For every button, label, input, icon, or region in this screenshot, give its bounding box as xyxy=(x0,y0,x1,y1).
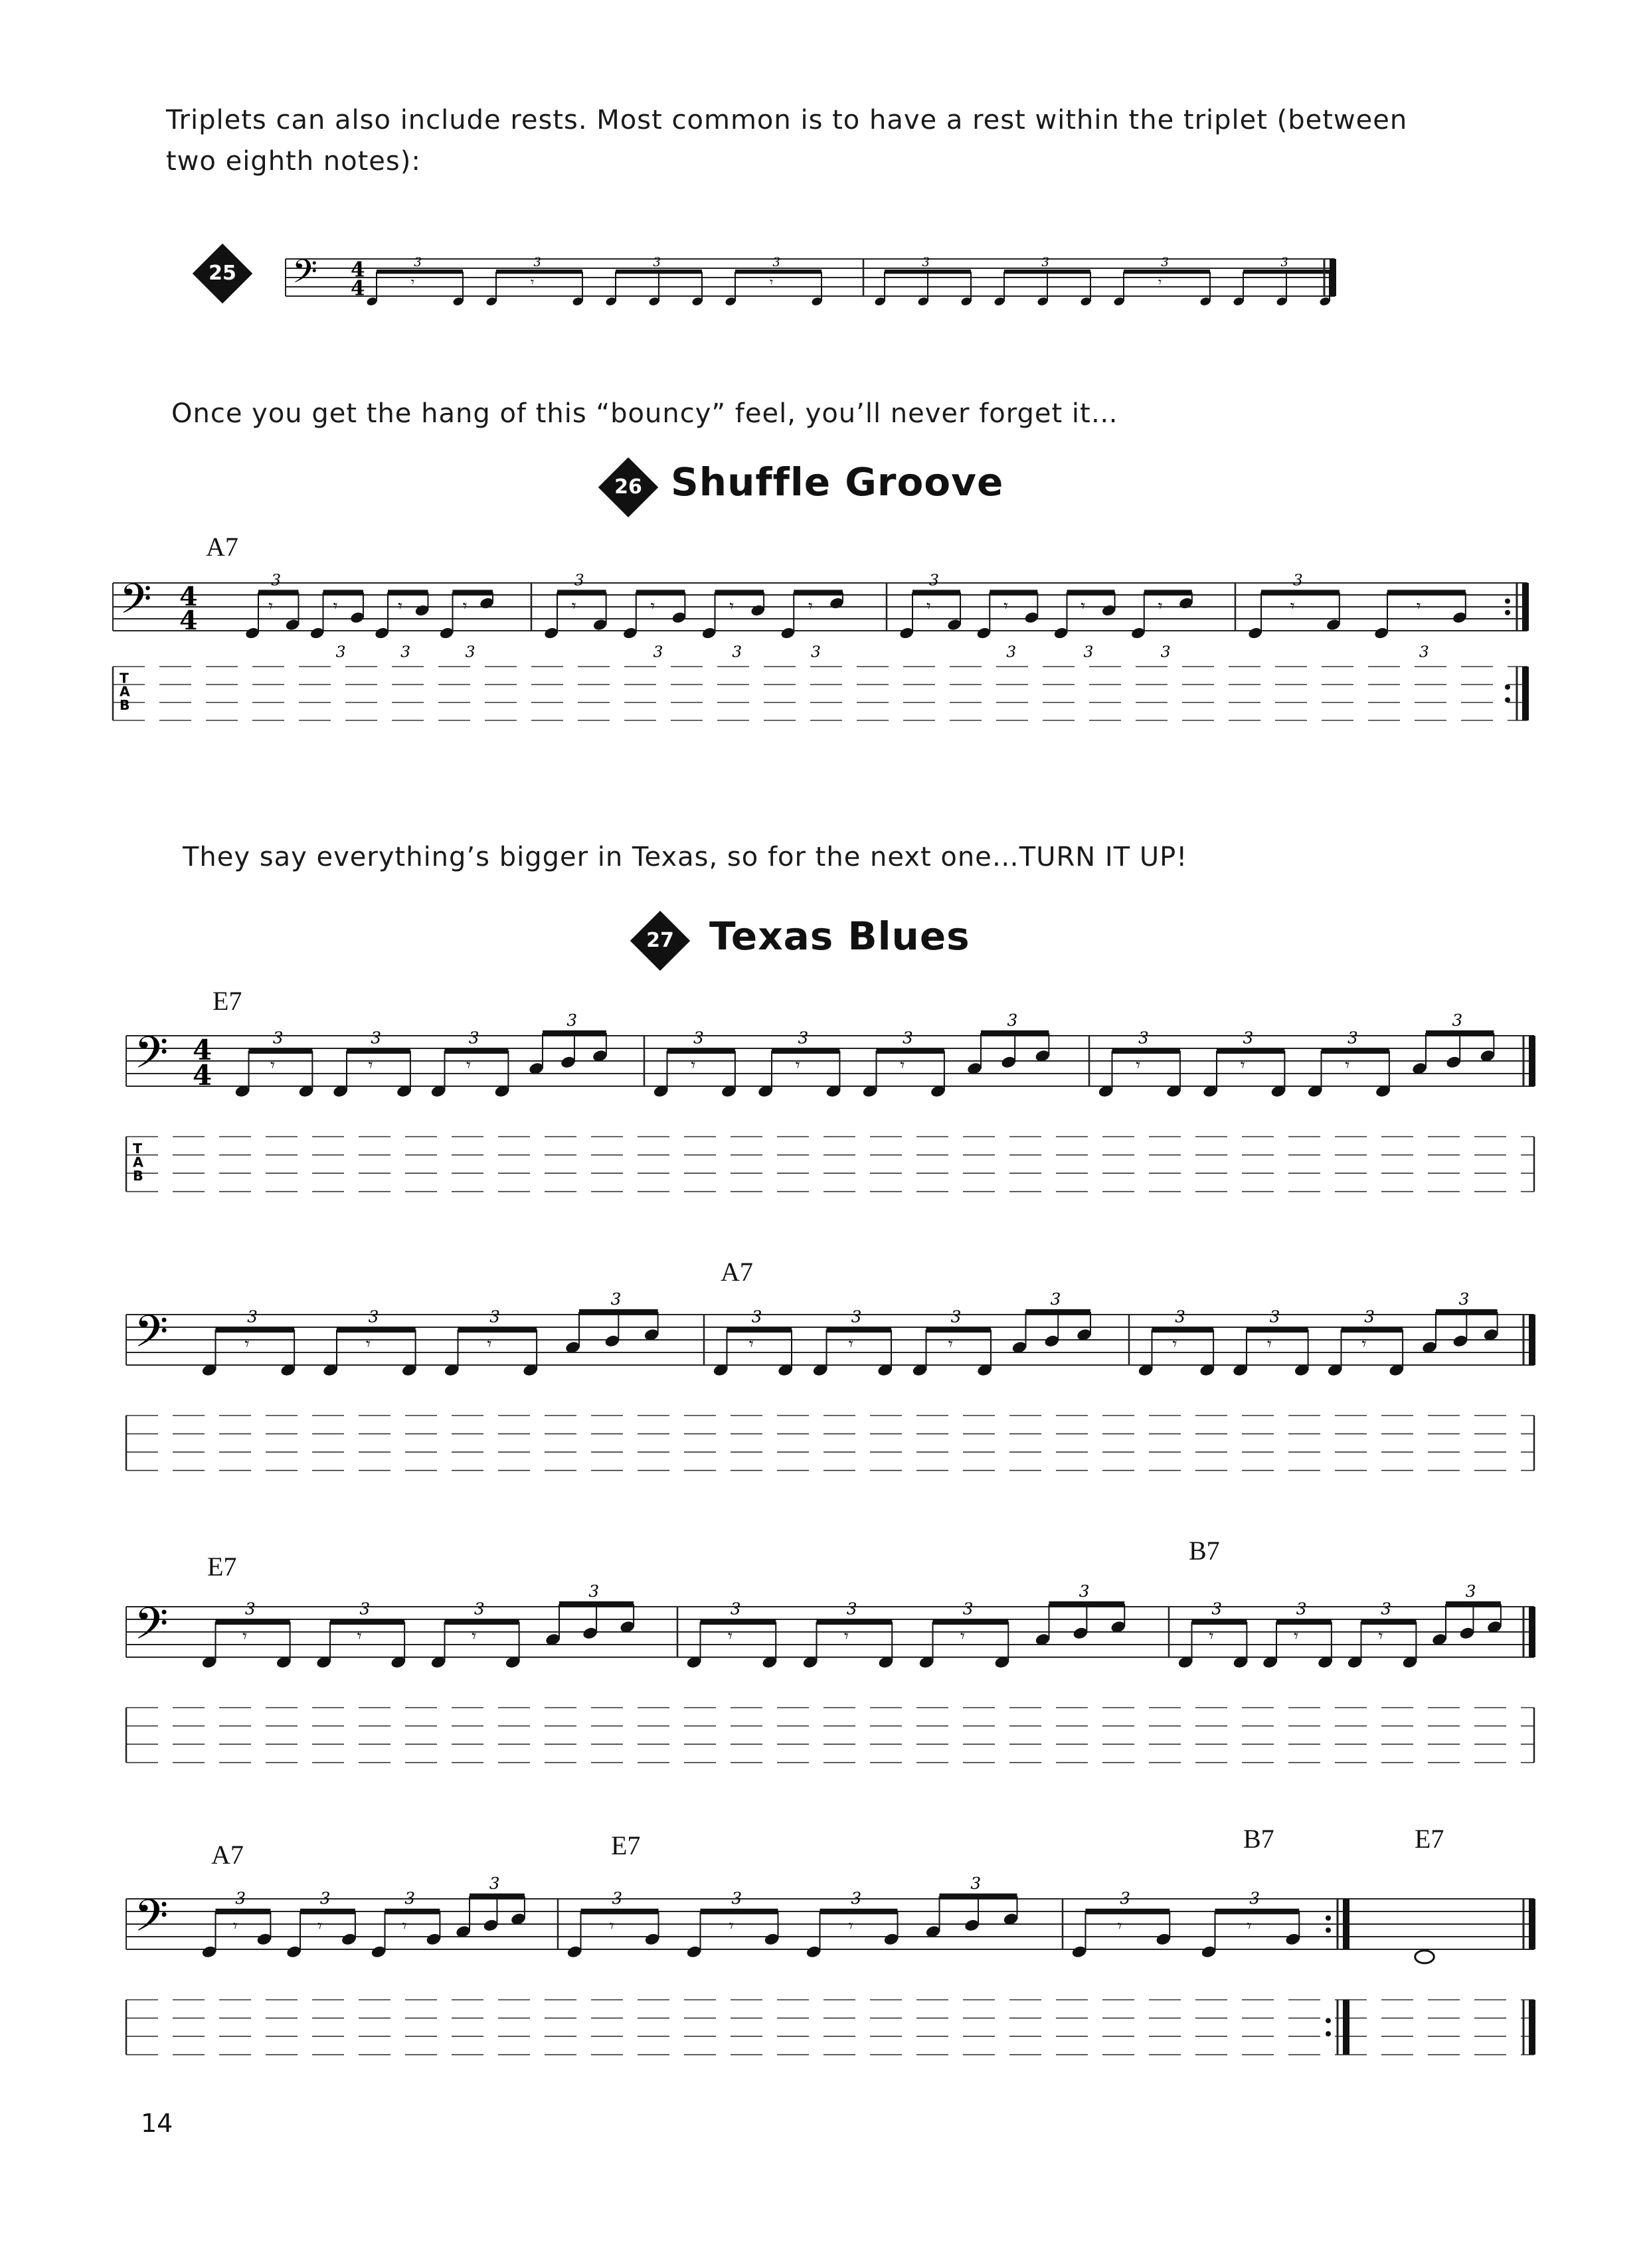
triplet-label: 3 xyxy=(1120,1888,1130,1908)
eighth-rest: 𝄾 xyxy=(650,596,655,616)
final-barline-thick xyxy=(1529,1899,1535,1949)
triplet-label: 3 xyxy=(371,1028,381,1048)
triplet-label: 3 xyxy=(468,1028,479,1048)
triplet-label: 3 xyxy=(731,1888,742,1908)
triplet-label: 3 xyxy=(1296,1599,1307,1619)
eighth-rest: 𝄾 xyxy=(900,1055,905,1076)
eighth-rest: 𝄾 xyxy=(571,596,576,616)
final-barline-thick xyxy=(1529,1036,1535,1086)
triplet-label: 3 xyxy=(319,1888,331,1908)
system-1-chord-e7: E7 xyxy=(213,986,242,1016)
example-27-title: Texas Blues xyxy=(709,914,970,959)
triplet-label: 3 xyxy=(1465,1581,1476,1601)
triplet-label: 3 xyxy=(751,1307,762,1327)
eighth-rest: 𝄾 xyxy=(333,596,338,616)
system-3-chord-b7: B7 xyxy=(1189,1536,1220,1566)
example-26-chord-a7: A7 xyxy=(206,532,238,562)
triplet-label: 3 xyxy=(1292,570,1303,590)
eighth-rest: 𝄾 xyxy=(365,1334,371,1355)
eighth-rest: 𝄾 xyxy=(960,1626,965,1647)
eighth-rest: 𝄾 xyxy=(1172,1334,1177,1355)
tab-clef-letter: B xyxy=(120,696,130,713)
triplet-label: 3 xyxy=(244,1599,256,1619)
eighth-rest: 𝄾 xyxy=(411,274,415,290)
triplet-label: 3 xyxy=(1161,255,1169,270)
eighth-rest: 𝄾 xyxy=(1361,1334,1367,1355)
eighth-rest: 𝄾 xyxy=(609,1915,614,1937)
eighth-rest: 𝄾 xyxy=(244,1334,250,1355)
system-3-chord-e7: E7 xyxy=(207,1552,237,1581)
final-barline-thick xyxy=(1529,1315,1535,1365)
example-26-title: Shuffle Groove xyxy=(671,459,1004,505)
triplet-label: 3 xyxy=(1175,1307,1185,1327)
example-26-number: 26 xyxy=(614,475,642,499)
repeat-dot xyxy=(1326,2031,1331,2036)
eighth-rest: 𝄾 xyxy=(1247,1915,1252,1937)
example-26-notation xyxy=(106,544,1541,783)
example-25-badge xyxy=(193,244,253,304)
eighth-rest: 𝄾 xyxy=(795,1055,800,1076)
repeat-dot xyxy=(1505,685,1510,690)
time-signature-digit: 4 xyxy=(193,1034,213,1067)
system-4-chord-b7: B7 xyxy=(1243,1824,1274,1854)
triplet-label: 3 xyxy=(1280,255,1288,270)
eighth-rest: 𝄾 xyxy=(848,1915,853,1937)
triplet-label: 3 xyxy=(489,1873,500,1893)
triplet-label: 3 xyxy=(400,642,411,661)
triplet-label: 3 xyxy=(851,1888,862,1908)
eighth-rest: 𝄾 xyxy=(729,596,735,616)
triplet-label: 3 xyxy=(1160,642,1171,661)
eighth-rest: 𝄾 xyxy=(1293,1626,1299,1647)
final-barline-thick xyxy=(1529,1607,1535,1657)
tab-clef-letter: A xyxy=(120,683,130,700)
example-27-badge xyxy=(630,911,691,971)
triplet-label: 3 xyxy=(359,1599,371,1619)
repeat-dot xyxy=(1326,1915,1331,1921)
transition-paragraph: Once you get the hang of this “bouncy” feel, you’ll never forget it… xyxy=(171,398,1118,429)
eighth-rest: 𝄾 xyxy=(1266,1334,1272,1355)
triplet-label: 3 xyxy=(730,1599,741,1619)
eighth-rest: 𝄾 xyxy=(242,1626,248,1647)
eighth-rest: 𝄾 xyxy=(317,1915,323,1937)
triplet-label: 3 xyxy=(970,1873,982,1893)
eighth-rest: 𝄾 xyxy=(1345,1055,1350,1076)
triplet-label: 3 xyxy=(732,642,742,661)
repeat-dot xyxy=(1505,598,1510,604)
final-barline-thick xyxy=(1343,2000,1349,2055)
triplet-label: 3 xyxy=(1050,1289,1061,1309)
triplet-label: 3 xyxy=(693,1028,704,1048)
triplet-label: 3 xyxy=(566,1010,577,1030)
eighth-rest: 𝄾 xyxy=(232,1915,238,1937)
bass-clef-icon: 𝄢 xyxy=(120,574,152,633)
triplet-label: 3 xyxy=(962,1599,974,1619)
eighth-rest: 𝄾 xyxy=(729,1915,734,1937)
triplet-label: 3 xyxy=(1041,255,1049,270)
triplet-label: 3 xyxy=(414,255,422,270)
triplet-label: 3 xyxy=(1458,1289,1470,1309)
eighth-rest: 𝄾 xyxy=(848,1334,853,1355)
bass-clef-icon: 𝄢 xyxy=(134,1597,169,1660)
triplet-label: 3 xyxy=(1138,1028,1149,1048)
triplet-label: 3 xyxy=(1249,1888,1260,1908)
time-signature-digit: 4 xyxy=(193,1059,213,1092)
eighth-rest: 𝄾 xyxy=(748,1334,754,1355)
example-27-system-3 xyxy=(106,1567,1554,1819)
eighth-rest: 𝄾 xyxy=(462,596,468,616)
eighth-rest: 𝄾 xyxy=(1378,1626,1383,1647)
triplet-label: 3 xyxy=(851,1307,862,1327)
texas-intro-paragraph: They say everything’s bigger in Texas, so for the next one…TURN IT UP! xyxy=(183,842,1188,872)
eighth-rest: 𝄾 xyxy=(270,1055,276,1076)
time-signature-digit: 4 xyxy=(179,606,198,637)
eighth-rest: 𝄾 xyxy=(691,1055,696,1076)
triplet-label: 3 xyxy=(533,255,541,270)
final-barline-thick xyxy=(1343,1899,1349,1949)
triplet-label: 3 xyxy=(653,642,663,661)
triplet-label: 3 xyxy=(1243,1028,1254,1048)
eighth-rest: 𝄾 xyxy=(1117,1915,1122,1937)
triplet-label: 3 xyxy=(798,1028,809,1048)
triplet-label: 3 xyxy=(1079,1581,1090,1601)
triplet-label: 3 xyxy=(811,642,821,661)
triplet-label: 3 xyxy=(922,255,930,270)
system-4-chord-e7: E7 xyxy=(611,1830,641,1860)
bass-clef-icon: 𝄢 xyxy=(292,252,317,298)
bass-clef-icon: 𝄢 xyxy=(134,1026,169,1089)
whole-note xyxy=(1415,1951,1434,1963)
triplet-label: 3 xyxy=(1083,642,1094,661)
eighth-rest: 𝄾 xyxy=(1003,596,1008,616)
triplet-label: 3 xyxy=(474,1599,485,1619)
triplet-label: 3 xyxy=(489,1307,500,1327)
triplet-label: 3 xyxy=(1006,642,1017,661)
triplet-label: 3 xyxy=(1007,1010,1018,1030)
eighth-rest: 𝄾 xyxy=(466,1055,472,1076)
tab-clef-letter: B xyxy=(133,1168,143,1184)
triplet-label: 3 xyxy=(574,570,584,590)
eighth-rest: 𝄾 xyxy=(472,1626,477,1647)
repeat-dot xyxy=(1326,1927,1331,1933)
eighth-rest: 𝄾 xyxy=(402,1915,407,1937)
eighth-rest: 𝄾 xyxy=(808,596,813,616)
triplet-label: 3 xyxy=(272,1028,284,1048)
eighth-rest: 𝄾 xyxy=(357,1626,362,1647)
tab-clef-letter: T xyxy=(133,1140,143,1157)
eighth-rest: 𝄾 xyxy=(1209,1626,1214,1647)
eighth-rest: 𝄾 xyxy=(531,274,535,290)
bass-clef-icon: 𝄢 xyxy=(134,1890,169,1952)
eighth-rest: 𝄾 xyxy=(1290,596,1295,616)
example-25-staff xyxy=(266,212,1355,319)
triplet-label: 3 xyxy=(653,255,661,270)
example-26-badge xyxy=(598,457,659,518)
system-4-chord-e7-final: E7 xyxy=(1415,1824,1444,1854)
eighth-rest: 𝄾 xyxy=(1416,596,1421,616)
eighth-rest: 𝄾 xyxy=(1158,596,1163,616)
repeat-dot xyxy=(1505,610,1510,615)
intro-paragraph: Triplets can also include rests. Most common is to have a rest within the triplet (between two eighth notes): xyxy=(166,105,1408,177)
triplet-label: 3 xyxy=(1347,1028,1358,1048)
time-signature-digit: 4 xyxy=(179,582,198,613)
triplet-label: 3 xyxy=(1211,1599,1222,1619)
triplet-label: 3 xyxy=(271,570,282,590)
final-barline-thick xyxy=(1522,667,1529,720)
example-27-number: 27 xyxy=(646,929,674,952)
eighth-rest: 𝄾 xyxy=(1081,596,1086,616)
eighth-rest: 𝄾 xyxy=(843,1626,849,1647)
triplet-label: 3 xyxy=(335,642,346,661)
triplet-label: 3 xyxy=(1419,642,1429,661)
eighth-rest: 𝄾 xyxy=(398,596,402,616)
eighth-rest: 𝄾 xyxy=(948,1334,953,1355)
triplet-label: 3 xyxy=(588,1581,600,1601)
final-barline-thick xyxy=(1522,583,1529,631)
triplet-label: 3 xyxy=(1381,1599,1391,1619)
triplet-label: 3 xyxy=(610,1289,622,1309)
repeat-dot xyxy=(1326,2018,1331,2023)
triplet-label: 3 xyxy=(465,642,476,661)
triplet-label: 3 xyxy=(1269,1307,1280,1327)
system-2-chord-a7: A7 xyxy=(721,1257,753,1287)
final-barline-thick xyxy=(1330,259,1336,296)
example-27-system-4 xyxy=(106,1859,1554,2111)
triplet-label: 3 xyxy=(368,1307,379,1327)
page-number: 14 xyxy=(141,2109,173,2138)
system-4-chord-a7: A7 xyxy=(211,1840,244,1870)
example-27-system-1 xyxy=(106,996,1554,1248)
eighth-rest: 𝄾 xyxy=(368,1055,373,1076)
eighth-rest: 𝄾 xyxy=(268,596,273,616)
example-27-system-2 xyxy=(106,1275,1554,1527)
time-signature-digit: 4 xyxy=(351,276,365,301)
triplet-label: 3 xyxy=(928,570,939,590)
example-25-number: 25 xyxy=(209,262,236,285)
tab-clef-letter: T xyxy=(120,670,129,687)
repeat-dot xyxy=(1505,697,1510,702)
triplet-label: 3 xyxy=(235,1888,246,1908)
triplet-label: 3 xyxy=(404,1888,415,1908)
eighth-rest: 𝄾 xyxy=(487,1334,492,1355)
eighth-rest: 𝄾 xyxy=(1158,274,1162,290)
eighth-rest: 𝄾 xyxy=(1136,1055,1141,1076)
triplet-label: 3 xyxy=(612,1888,623,1908)
triplet-label: 3 xyxy=(772,255,780,270)
eighth-rest: 𝄾 xyxy=(926,596,931,616)
bass-clef-icon: 𝄢 xyxy=(134,1305,169,1368)
triplet-label: 3 xyxy=(1452,1010,1463,1030)
tab-clef-letter: A xyxy=(133,1154,143,1171)
triplet-label: 3 xyxy=(950,1307,962,1327)
triplet-label: 3 xyxy=(846,1599,857,1619)
time-signature-digit: 4 xyxy=(351,258,365,282)
triplet-label: 3 xyxy=(903,1028,913,1048)
triplet-label: 3 xyxy=(1364,1307,1375,1327)
eighth-rest: 𝄾 xyxy=(770,274,774,290)
eighth-rest: 𝄾 xyxy=(1240,1055,1245,1076)
triplet-label: 3 xyxy=(247,1307,258,1327)
final-barline-thick xyxy=(1529,2000,1535,2055)
eighth-rest: 𝄾 xyxy=(727,1626,733,1647)
